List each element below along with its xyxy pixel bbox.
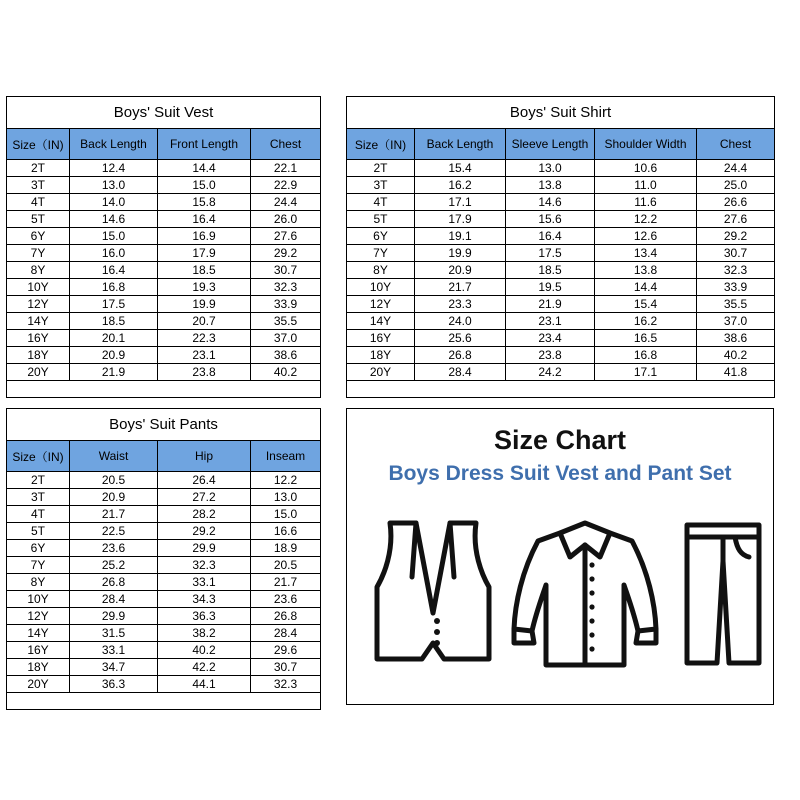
shirt-table-cell: 13.8	[595, 262, 697, 279]
vest-table-cell: 16Y	[7, 330, 70, 347]
shirt-table-cell: 38.6	[697, 330, 775, 347]
size-chart-title: Size Chart	[493, 425, 627, 455]
shirt-table-cell: 25.6	[415, 330, 506, 347]
vest-table-cell: 16.8	[70, 279, 158, 296]
shirt-table-cell: 24.2	[506, 364, 595, 381]
pants-table-row	[7, 608, 321, 625]
pants-table-cell: 21.7	[70, 506, 158, 523]
shirt-table-cell: 21.9	[506, 296, 595, 313]
vest-table-row	[7, 330, 321, 347]
vest-table-cell: 23.1	[158, 347, 251, 364]
vest-table-cell: 22.9	[251, 177, 321, 194]
shirt-table-cell: 11.0	[595, 177, 697, 194]
shirt-table-cell: 16.8	[595, 347, 697, 364]
shirt-table-cell: 17.9	[415, 211, 506, 228]
vest-table-cell: 18Y	[7, 347, 70, 364]
size-chart-subtitle: Boys Dress Suit Vest and Pant Set	[388, 462, 732, 485]
pants-table-cell: 34.7	[70, 659, 158, 676]
pants-table-cell: 13.0	[251, 489, 321, 506]
pants-table-cell: 33.1	[70, 642, 158, 659]
pants-table-row	[7, 574, 321, 591]
pants-table-cell: 36.3	[70, 676, 158, 693]
pants-size-table	[6, 408, 321, 710]
shirt-table-cell: 17.1	[595, 364, 697, 381]
pants-table-cell: 25.2	[70, 557, 158, 574]
pants-table-cell: 8Y	[7, 574, 70, 591]
shirt-table-spacer-row	[347, 381, 775, 398]
pants-table-row	[7, 625, 321, 642]
vest-table-cell: 17.9	[158, 245, 251, 262]
shirt-table-row	[347, 313, 775, 330]
pants-table-cell: 20.5	[251, 557, 321, 574]
shirt-table-cell: 21.7	[415, 279, 506, 296]
shirt-table-row	[347, 279, 775, 296]
pants-table-cell: 32.3	[251, 676, 321, 693]
shirt-table-cell: 15.4	[595, 296, 697, 313]
pants-table-cell: 28.4	[70, 591, 158, 608]
vest-table-cell: 14.4	[158, 160, 251, 177]
vest-table-cell: 3T	[7, 177, 70, 194]
vest-table-cell: 38.6	[251, 347, 321, 364]
shirt-table-cell: 37.0	[697, 313, 775, 330]
pants-table-title: Boys' Suit Pants	[7, 409, 321, 441]
vest-table-row	[7, 228, 321, 245]
pants-header-inseam: Inseam	[251, 441, 321, 472]
vest-table-row	[7, 313, 321, 330]
shirt-table-cell: 12.2	[595, 211, 697, 228]
pants-table-cell: 12.2	[251, 472, 321, 489]
vest-table-cell: 12Y	[7, 296, 70, 313]
vest-table-row	[7, 160, 321, 177]
shirt-table-row	[347, 211, 775, 228]
vest-table-title: Boys' Suit Vest	[7, 97, 321, 129]
vest-table-cell: 13.0	[70, 177, 158, 194]
shirt-table-cell: 15.4	[415, 160, 506, 177]
shirt-table-cell: 24.4	[697, 160, 775, 177]
shirt-table-row	[347, 330, 775, 347]
shirt-table-cell: 27.6	[697, 211, 775, 228]
shirt-table-cell: 41.8	[697, 364, 775, 381]
vest-table-cell: 21.9	[70, 364, 158, 381]
shirt-table-row	[347, 177, 775, 194]
pants-table-cell: 16Y	[7, 642, 70, 659]
shirt-table-cell: 13.0	[506, 160, 595, 177]
vest-table-row	[7, 296, 321, 313]
shirt-table-cell: 23.4	[506, 330, 595, 347]
shirt-table-cell: 17.1	[415, 194, 506, 211]
pants-table-cell: 33.1	[158, 574, 251, 591]
vest-header-size: Size（IN)	[7, 129, 70, 160]
pants-table-cell: 20Y	[7, 676, 70, 693]
pants-table-cell: 20.9	[70, 489, 158, 506]
vest-table-cell: 14Y	[7, 313, 70, 330]
shirt-table-cell: 16.4	[506, 228, 595, 245]
vest-table-cell: 19.9	[158, 296, 251, 313]
pants-table-cell: 29.6	[251, 642, 321, 659]
shirt-table-cell: 25.0	[697, 177, 775, 194]
pants-table-cell: 3T	[7, 489, 70, 506]
shirt-table-cell: 10.6	[595, 160, 697, 177]
pants-table-cell: 4T	[7, 506, 70, 523]
vest-table-cell: 20.9	[70, 347, 158, 364]
shirt-table-cell: 7Y	[347, 245, 415, 262]
pants-table-cell: 6Y	[7, 540, 70, 557]
shirt-table-cell: 6Y	[347, 228, 415, 245]
pants-table-cell: 29.9	[70, 608, 158, 625]
vest-table-cell: 16.0	[70, 245, 158, 262]
pants-table-cell: 40.2	[158, 642, 251, 659]
pants-table-cell: 16.6	[251, 523, 321, 540]
vest-table-cell: 18.5	[70, 313, 158, 330]
vest-table-cell: 22.3	[158, 330, 251, 347]
shirt-table-cell: 20Y	[347, 364, 415, 381]
vest-table-cell: 6Y	[7, 228, 70, 245]
shirt-table-cell: 26.8	[415, 347, 506, 364]
shirt-table-cell: 16Y	[347, 330, 415, 347]
shirt-table-cell: 24.0	[415, 313, 506, 330]
pants-table-cell: 14Y	[7, 625, 70, 642]
vest-table-cell: 16.4	[158, 211, 251, 228]
pants-table-cell: 7Y	[7, 557, 70, 574]
vest-header-chest: Chest	[251, 129, 321, 160]
pants-table-cell: 12Y	[7, 608, 70, 625]
vest-table-cell: 4T	[7, 194, 70, 211]
pants-table-row	[7, 506, 321, 523]
shirt-table-row	[347, 194, 775, 211]
vest-table-cell: 18.5	[158, 262, 251, 279]
vest-table-cell: 8Y	[7, 262, 70, 279]
vest-table-cell: 40.2	[251, 364, 321, 381]
shirt-header-size: Size（IN)	[347, 129, 415, 160]
shirt-table-cell: 17.5	[506, 245, 595, 262]
shirt-table-cell: 32.3	[697, 262, 775, 279]
shirt-table-spacer-cell	[347, 381, 775, 398]
pants-table-cell: 34.3	[158, 591, 251, 608]
pants-table-cell: 28.2	[158, 506, 251, 523]
shirt-size-table	[346, 96, 775, 398]
vest-table-cell: 10Y	[7, 279, 70, 296]
vest-table-cell: 17.5	[70, 296, 158, 313]
pants-table-cell: 18Y	[7, 659, 70, 676]
pants-table-row	[7, 642, 321, 659]
vest-table-row	[7, 364, 321, 381]
pants-table-cell: 23.6	[70, 540, 158, 557]
shirt-table-cell: 16.2	[415, 177, 506, 194]
vest-table-cell: 12.4	[70, 160, 158, 177]
pants-table-row	[7, 676, 321, 693]
shirt-table-cell: 14.4	[595, 279, 697, 296]
vest-table-cell: 33.9	[251, 296, 321, 313]
shirt-table-row	[347, 160, 775, 177]
shirt-table-cell: 29.2	[697, 228, 775, 245]
pants-table-row	[7, 557, 321, 574]
shirt-table-cell: 16.5	[595, 330, 697, 347]
vest-table-row	[7, 262, 321, 279]
pants-table-cell: 31.5	[70, 625, 158, 642]
vest-size-table-panel	[6, 96, 320, 398]
vest-table-row	[7, 211, 321, 228]
vest-table-cell: 16.4	[70, 262, 158, 279]
vest-table-cell: 15.0	[70, 228, 158, 245]
pants-table-cell: 38.2	[158, 625, 251, 642]
shirt-table-cell: 14Y	[347, 313, 415, 330]
shirt-table-cell: 23.1	[506, 313, 595, 330]
vest-icon	[372, 517, 494, 669]
shirt-table-cell: 11.6	[595, 194, 697, 211]
pants-table-cell: 10Y	[7, 591, 70, 608]
vest-header-back-length: Back Length	[70, 129, 158, 160]
shirt-table-cell: 13.8	[506, 177, 595, 194]
pants-size-table-panel	[6, 408, 320, 710]
pants-table-row	[7, 540, 321, 557]
vest-header-front-length: Front Length	[158, 129, 251, 160]
pants-header-waist: Waist	[70, 441, 158, 472]
vest-table-cell: 30.7	[251, 262, 321, 279]
pants-table-cell: 26.4	[158, 472, 251, 489]
vest-table-cell: 14.6	[70, 211, 158, 228]
vest-table-cell: 20Y	[7, 364, 70, 381]
vest-table-cell: 37.0	[251, 330, 321, 347]
shirt-table-row	[347, 347, 775, 364]
pants-table-cell: 44.1	[158, 676, 251, 693]
shirt-table-cell: 20.9	[415, 262, 506, 279]
shirt-table-cell: 12.6	[595, 228, 697, 245]
shirt-table-cell: 12Y	[347, 296, 415, 313]
pants-table-spacer-row	[7, 693, 321, 710]
pants-table-cell: 29.9	[158, 540, 251, 557]
pants-table-cell: 29.2	[158, 523, 251, 540]
pants-table-cell: 5T	[7, 523, 70, 540]
pants-table-row	[7, 472, 321, 489]
shirt-table-cell: 19.9	[415, 245, 506, 262]
vest-table-cell: 5T	[7, 211, 70, 228]
shirt-table-cell: 28.4	[415, 364, 506, 381]
shirt-table-cell: 23.3	[415, 296, 506, 313]
vest-table-cell: 2T	[7, 160, 70, 177]
pants-table-cell: 26.8	[251, 608, 321, 625]
pants-table-cell: 21.7	[251, 574, 321, 591]
vest-table-cell: 20.1	[70, 330, 158, 347]
vest-table-cell: 24.4	[251, 194, 321, 211]
vest-table-row	[7, 279, 321, 296]
shirt-table-cell: 14.6	[506, 194, 595, 211]
shirt-table-cell: 5T	[347, 211, 415, 228]
shirt-table-cell: 10Y	[347, 279, 415, 296]
vest-table-cell: 16.9	[158, 228, 251, 245]
vest-table-cell: 32.3	[251, 279, 321, 296]
vest-table-row	[7, 347, 321, 364]
pants-table-cell: 22.5	[70, 523, 158, 540]
pants-table-row	[7, 591, 321, 608]
pants-table-cell: 30.7	[251, 659, 321, 676]
pants-table-cell: 42.2	[158, 659, 251, 676]
shirt-table-cell: 4T	[347, 194, 415, 211]
vest-table-row	[7, 245, 321, 262]
pants-table-cell: 2T	[7, 472, 70, 489]
shirt-table-row	[347, 296, 775, 313]
shirt-header-chest: Chest	[697, 129, 775, 160]
size-chart-promo-panel	[346, 408, 774, 705]
vest-table-cell: 22.1	[251, 160, 321, 177]
pants-icon	[683, 521, 763, 667]
vest-table-cell: 26.0	[251, 211, 321, 228]
pants-table-cell: 18.9	[251, 540, 321, 557]
vest-table-cell: 35.5	[251, 313, 321, 330]
vest-table-row	[7, 177, 321, 194]
shirt-table-cell: 3T	[347, 177, 415, 194]
shirt-table-cell: 18Y	[347, 347, 415, 364]
pants-table-cell: 36.3	[158, 608, 251, 625]
shirt-table-cell: 18.5	[506, 262, 595, 279]
shirt-table-cell: 8Y	[347, 262, 415, 279]
vest-table-cell: 14.0	[70, 194, 158, 211]
shirt-table-cell: 13.4	[595, 245, 697, 262]
shirt-table-cell: 19.1	[415, 228, 506, 245]
pants-table-cell: 26.8	[70, 574, 158, 591]
vest-table-row	[7, 194, 321, 211]
vest-size-table	[6, 96, 321, 398]
vest-table-cell: 23.8	[158, 364, 251, 381]
shirt-header-sleeve-length: Sleeve Length	[506, 129, 595, 160]
pants-table-cell: 20.5	[70, 472, 158, 489]
shirt-table-cell: 33.9	[697, 279, 775, 296]
shirt-table-cell: 15.6	[506, 211, 595, 228]
shirt-header-shoulder-width: Shoulder Width	[595, 129, 697, 160]
pants-table-cell: 23.6	[251, 591, 321, 608]
pants-table-row	[7, 489, 321, 506]
shirt-icon	[510, 519, 660, 669]
pants-table-cell: 27.2	[158, 489, 251, 506]
shirt-table-cell: 26.6	[697, 194, 775, 211]
shirt-table-title: Boys' Suit Shirt	[347, 97, 775, 129]
pants-table-row	[7, 659, 321, 676]
vest-table-cell: 29.2	[251, 245, 321, 262]
vest-table-spacer-row	[7, 381, 321, 398]
shirt-table-row	[347, 364, 775, 381]
shirt-table-row	[347, 262, 775, 279]
shirt-table-row	[347, 245, 775, 262]
vest-table-cell: 20.7	[158, 313, 251, 330]
shirt-table-row	[347, 228, 775, 245]
vest-table-cell: 15.8	[158, 194, 251, 211]
shirt-table-cell: 23.8	[506, 347, 595, 364]
shirt-table-cell: 35.5	[697, 296, 775, 313]
shirt-table-cell: 19.5	[506, 279, 595, 296]
vest-table-cell: 7Y	[7, 245, 70, 262]
pants-table-spacer-cell	[7, 693, 321, 710]
vest-table-cell: 19.3	[158, 279, 251, 296]
pants-table-cell: 15.0	[251, 506, 321, 523]
shirt-header-back-length: Back Length	[415, 129, 506, 160]
pants-header-size: Size（IN)	[7, 441, 70, 472]
shirt-table-cell: 16.2	[595, 313, 697, 330]
vest-table-spacer-cell	[7, 381, 321, 398]
pants-table-row	[7, 523, 321, 540]
shirt-table-cell: 40.2	[697, 347, 775, 364]
shirt-size-table-panel	[346, 96, 774, 398]
shirt-table-cell: 30.7	[697, 245, 775, 262]
vest-table-cell: 27.6	[251, 228, 321, 245]
pants-table-cell: 28.4	[251, 625, 321, 642]
pants-header-hip: Hip	[158, 441, 251, 472]
vest-table-cell: 15.0	[158, 177, 251, 194]
pants-table-cell: 32.3	[158, 557, 251, 574]
shirt-table-cell: 2T	[347, 160, 415, 177]
